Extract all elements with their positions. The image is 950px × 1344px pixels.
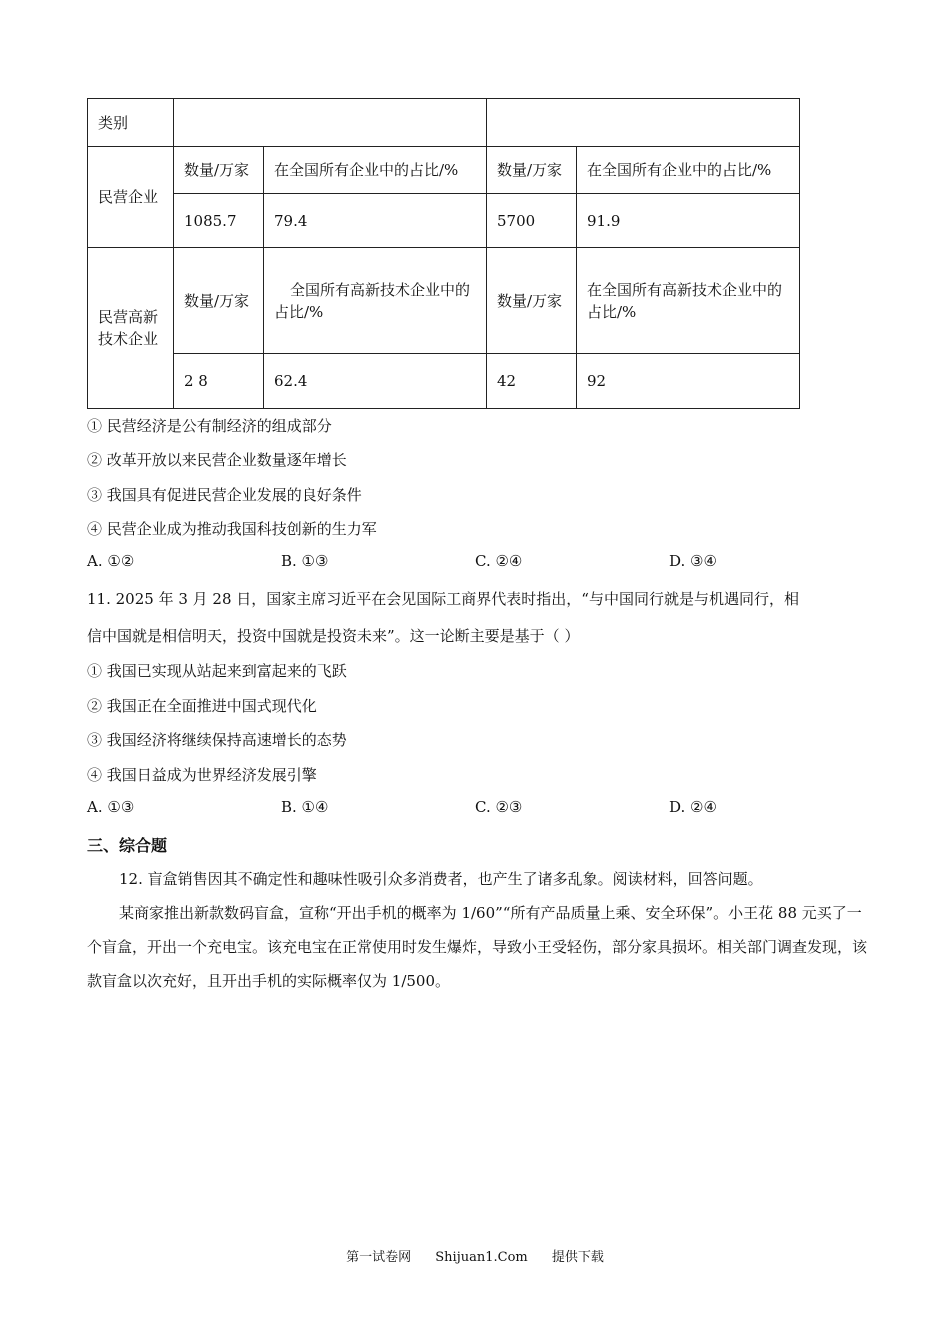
col-header-share: 在全国所有企业中的占比/% — [577, 147, 800, 194]
q10-option-a[interactable]: A. ①② — [87, 552, 135, 570]
table-header-year-2 — [487, 99, 800, 147]
q11-stem-line-1: 11. 2025 年 3 月 28 日，国家主席习近平在会见国际工商界代表时指出，“与中国同行就是与机遇同行，相 — [87, 590, 799, 608]
q11-stem-line-2: 信中国就是相信明天，投资中国就是投资未来”。这一论断主要是基于（ ） — [87, 627, 580, 645]
q11-statement-2: ② 我国正在全面推进中国式现代化 — [87, 697, 317, 715]
col-header-count: 数量/万家 — [174, 248, 264, 354]
q11-option-b[interactable]: B. ①④ — [281, 798, 329, 816]
q10-option-b[interactable]: B. ①③ — [281, 552, 329, 570]
table-cell: 92 — [577, 354, 800, 409]
q10-statement-1: ① 民营经济是公有制经济的组成部分 — [87, 417, 332, 435]
page-footer — [0, 1246, 950, 1265]
col-header-share: 在全国所有企业中的占比/% — [264, 147, 487, 194]
footer-site-cn: 第一试卷网 — [346, 1250, 412, 1265]
q12-intro: 12. 盲盒销售因其不确定性和趣味性吸引众多消费者，也产生了诸多乱象。阅读材料，回答问题。 — [119, 870, 763, 888]
table-cell: 1085.7 — [174, 194, 264, 248]
table-cell: 79.4 — [264, 194, 487, 248]
table-cell: 5700 — [487, 194, 577, 248]
table-cell: 62.4 — [264, 354, 487, 409]
col-header-share: 全国所有高新技术企业中的占比/% — [264, 248, 487, 354]
col-header-count: 数量/万家 — [487, 248, 577, 354]
q10-option-d[interactable]: D. ③④ — [669, 552, 717, 570]
q10-statement-2: ② 改革开放以来民营企业数量逐年增长 — [87, 451, 347, 469]
q11-option-c[interactable]: C. ②③ — [475, 798, 523, 816]
footer-site-en[interactable]: Shijuan1.Com — [435, 1250, 528, 1265]
q12-material: 某商家推出新款数码盲盒，宣称“开出手机的概率为 1/60”“所有产品质量上乘、安全环保”。小王花 88 元买了一个盲盒，开出一个充电宝。该充电宝在正常使用时发生爆炸，导致小王受轻伤，部分家具损坏。相关部门调查发现，该款盲盒以次充好，且开出手机的实际概率仅为 1/500。 — [87, 904, 868, 990]
row-label-private-enterprise: 民营企业 — [88, 147, 174, 248]
col-header-count: 数量/万家 — [487, 147, 577, 194]
col-header-share: 在全国所有高新技术企业中的占比/% — [577, 248, 800, 354]
q10-statement-4: ④ 民营企业成为推动我国科技创新的生力军 — [87, 520, 377, 538]
q10-statement-3: ③ 我国具有促进民营企业发展的良好条件 — [87, 486, 362, 504]
q11-statement-4: ④ 我国日益成为世界经济发展引擎 — [87, 766, 317, 784]
q11-statement-1: ① 我国已实现从站起来到富起来的飞跃 — [87, 662, 347, 680]
q11-option-a[interactable]: A. ①③ — [87, 798, 135, 816]
table-cell: 2 8 — [174, 354, 264, 409]
footer-tail: 提供下载 — [551, 1250, 604, 1265]
q11-option-d[interactable]: D. ②④ — [669, 798, 717, 816]
table-header-year-1 — [174, 99, 487, 147]
row-label-private-hightech: 民营高新技术企业 — [88, 248, 174, 409]
table-cell: 91.9 — [577, 194, 800, 248]
q10-option-c[interactable]: C. ②④ — [475, 552, 523, 570]
table-cell: 42 — [487, 354, 577, 409]
section-heading: 三、综合题 — [87, 836, 168, 855]
q11-statement-3: ③ 我国经济将继续保持高速增长的态势 — [87, 731, 347, 749]
table-header-category: 类别 — [88, 99, 174, 147]
col-header-count: 数量/万家 — [174, 147, 264, 194]
enterprise-data-table — [87, 98, 800, 409]
